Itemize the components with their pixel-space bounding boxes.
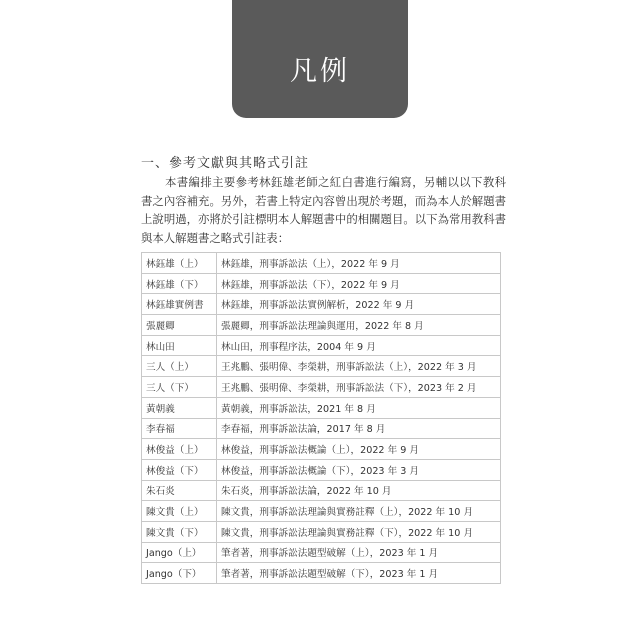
abbreviation-cell: 林鈺雄實例書 <box>142 294 217 315</box>
citation-cell: 黃朝義，刑事訴訟法，2021 年 8 月 <box>217 397 501 418</box>
table-row <box>142 563 501 584</box>
abbreviation-cell: 林俊益（下） <box>142 459 217 480</box>
chapter-title-tab <box>232 0 408 118</box>
table-row <box>142 335 501 356</box>
citation-cell: 王兆鵬、張明偉、李榮耕，刑事訴訟法（下），2023 年 2 月 <box>217 377 501 398</box>
citation-cell: 陳文貴，刑事訴訟法理論與實務註釋（上），2022 年 10 月 <box>217 501 501 522</box>
abbreviation-cell: 張麗卿 <box>142 315 217 336</box>
abbreviation-cell: 三人（下） <box>142 377 217 398</box>
citation-cell: 張麗卿，刑事訴訟法理論與運用，2022 年 8 月 <box>217 315 501 336</box>
table-row <box>142 542 501 563</box>
table-row <box>142 521 501 542</box>
citation-cell: 林山田，刑事程序法，2004 年 9 月 <box>217 335 501 356</box>
citation-cell: 朱石炎，刑事訴訟法論，2022 年 10 月 <box>217 480 501 501</box>
section-heading: 一、參考文獻與其略式引註 <box>141 156 310 171</box>
table-row <box>142 253 501 274</box>
citation-cell: 林鈺雄，刑事訴訟法實例解析，2022 年 9 月 <box>217 294 501 315</box>
citation-cell: 筆者著，刑事訴訟法題型破解（上），2023 年 1 月 <box>217 542 501 563</box>
abbreviation-cell: 陳文貴（下） <box>142 521 217 542</box>
citation-table-body <box>142 253 501 584</box>
citation-cell: 陳文貴，刑事訴訟法理論與實務註釋（下），2022 年 10 月 <box>217 521 501 542</box>
table-row <box>142 501 501 522</box>
table-row <box>142 294 501 315</box>
abbreviation-cell: Jango（下） <box>142 563 217 584</box>
citation-cell: 筆者著，刑事訴訟法題型破解（下），2023 年 1 月 <box>217 563 501 584</box>
abbreviation-cell: 朱石炎 <box>142 480 217 501</box>
abbreviation-cell: 李春福 <box>142 418 217 439</box>
abbreviation-cell: 黃朝義 <box>142 397 217 418</box>
abbreviation-cell: 三人（上） <box>142 356 217 377</box>
table-row <box>142 397 501 418</box>
citation-cell: 王兆鵬、張明偉、李榮耕，刑事訴訟法（上），2022 年 3 月 <box>217 356 501 377</box>
table-row <box>142 315 501 336</box>
citation-cell: 李春福，刑事訴訟法論，2017 年 8 月 <box>217 418 501 439</box>
table-row <box>142 418 501 439</box>
citation-cell: 林俊益，刑事訴訟法概論（上），2022 年 9 月 <box>217 439 501 460</box>
table-row <box>142 273 501 294</box>
table-row <box>142 356 501 377</box>
intro-paragraph: 本書編排主要參考林鈺雄老師之紅白書進行編寫，另輔以以下教科書之內容補充。另外，若書上特定內容曾出現於考題，而為本人於解題書上說明過，亦將於引註標明本人解題書中的相關題目。以下為常用教科書與本人解題書之略式引註表： <box>141 175 506 245</box>
abbreviation-cell: 林鈺雄（上） <box>142 253 217 274</box>
table-row <box>142 459 501 480</box>
abbreviation-cell: Jango（上） <box>142 542 217 563</box>
citation-cell: 林俊益，刑事訴訟法概論（下），2023 年 3 月 <box>217 459 501 480</box>
table-row <box>142 439 501 460</box>
citation-cell: 林鈺雄，刑事訴訟法（下），2022 年 9 月 <box>217 273 501 294</box>
abbreviation-cell: 林鈺雄（下） <box>142 273 217 294</box>
abbreviation-cell: 林俊益（上） <box>142 439 217 460</box>
abbreviation-cell: 林山田 <box>142 335 217 356</box>
table-row <box>142 480 501 501</box>
citation-cell: 林鈺雄，刑事訴訟法（上），2022 年 9 月 <box>217 253 501 274</box>
chapter-title: 凡例 <box>290 55 350 87</box>
abbreviation-cell: 陳文貴（上） <box>142 501 217 522</box>
citation-table <box>141 252 501 584</box>
table-row <box>142 377 501 398</box>
